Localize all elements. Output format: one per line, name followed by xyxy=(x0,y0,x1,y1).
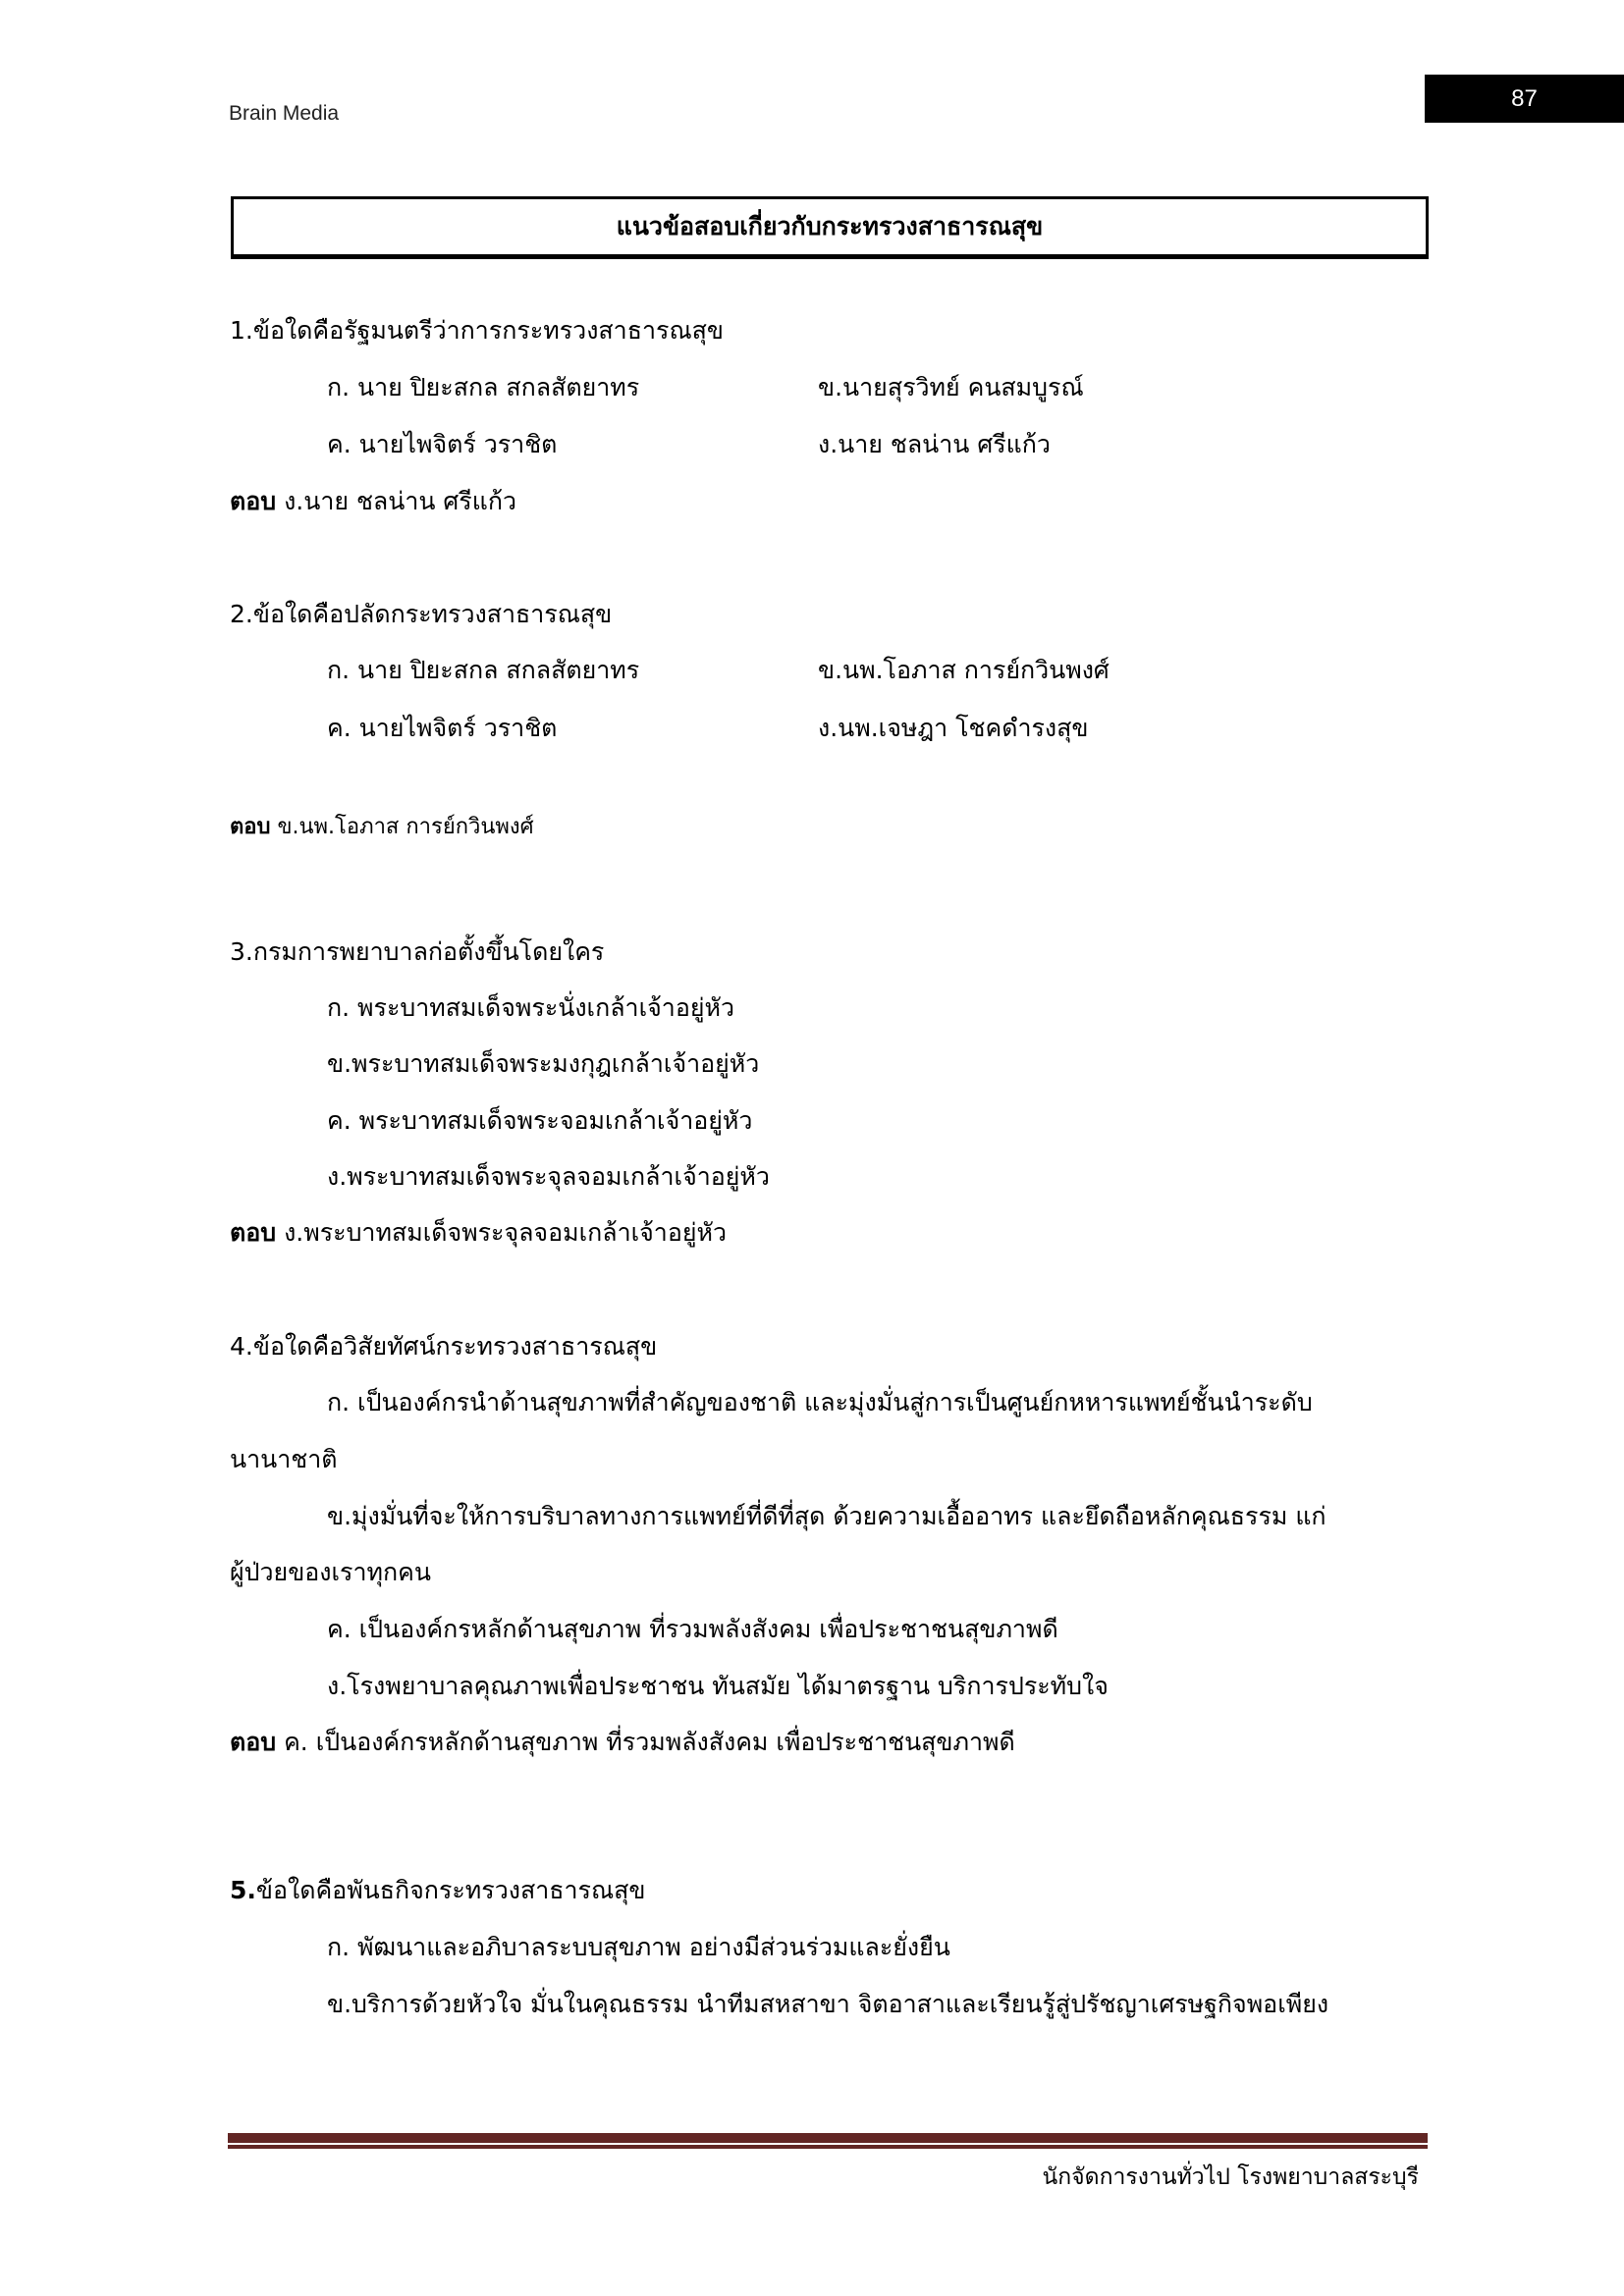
answer-text: ง.พระบาทสมเด็จพระจุลจอมเกล้าเจ้าอยู่หัว xyxy=(284,1218,728,1247)
question-text: 5.ข้อใดคือพันธกิจกระทรวงสาธารณสุข xyxy=(230,1876,646,1904)
question-text: 1.ข้อใดคือรัฐมนตรีว่าการกระทรวงสาธารณสุข xyxy=(230,316,724,345)
answer-text: ข.นพ.โอภาส การย์กวินพงศ์ xyxy=(277,815,534,839)
option-a: ก. พัฒนาและอภิบาลระบบสุขภาพ อย่างมีส่วนร่วมและยั่งยืน xyxy=(327,1933,950,1961)
footer-divider-thick xyxy=(228,2133,1428,2143)
answer-label: ตอบ xyxy=(230,1728,277,1756)
question-text: 2.ข้อใดคือปลัดกระทรวงสาธารณสุข xyxy=(230,600,613,628)
question-text: 4.ข้อใดคือวิสัยทัศน์กระทรวงสาธารณสุข xyxy=(230,1332,658,1361)
answer-line xyxy=(230,813,534,842)
option-c: ค. พระบาทสมเด็จพระจอมเกล้าเจ้าอยู่หัว xyxy=(327,1106,753,1135)
option-d: ง.พระบาทสมเด็จพระจุลจอมเกล้าเจ้าอยู่หัว xyxy=(327,1162,770,1191)
page-number: 87 xyxy=(1511,84,1538,112)
option-a: ก. นาย ปิยะสกล สกลสัตยาทร xyxy=(327,656,640,684)
option-b: ข.พระบาทสมเด็จพระมงกุฎเกล้าเจ้าอยู่หัว xyxy=(327,1049,760,1078)
option-c: ค. นายไพจิตร์ วราชิต xyxy=(327,714,558,742)
header-brand: Brain Media xyxy=(229,102,340,125)
answer-text: ค. เป็นองค์กรหลักด้านสุขภาพ ที่รวมพลังสังคม เพื่อประชาชนสุขภาพดี xyxy=(284,1728,1015,1756)
footer-divider-thin xyxy=(228,2145,1428,2149)
answer-line xyxy=(230,1218,727,1248)
option-d: ง.โรงพยาบาลคุณภาพเพื่อประชาชน ทันสมัย ได้มาตรฐาน บริการประทับใจ xyxy=(327,1672,1109,1700)
option-a: ก. เป็นองค์กรนำด้านสุขภาพที่สำคัญของชาติ และมุ่งมั่นสู่การเป็นศูนย์กหหารแพทย์ชั้นนำระดับ xyxy=(327,1388,1313,1416)
option-c: ค. นายไพจิตร์ วราชิต xyxy=(327,430,558,458)
footer-text: นักจัดการงานทั่วไป โรงพยาบาลสระบุรี xyxy=(1042,2164,1419,2190)
option-b: ข.นายสุรวิทย์ คนสมบูรณ์ xyxy=(818,373,1084,401)
answer-text: ง.นาย ชลน่าน ศรีแก้ว xyxy=(284,487,516,515)
section-title-box xyxy=(231,196,1429,259)
option-b: ข.มุ่งมั่นที่จะให้การบริบาลทางการแพทย์ที่ดีที่สุด ด้วยความเอื้ออาทร และยึดถือหลักคุณธรรม แก่ xyxy=(327,1502,1326,1530)
option-b: ข.บริการด้วยหัวใจ มั่นในคุณธรรม นำทีมสหสาขา จิตอาสาและเรียนรู้สู่ปรัชญาเศรษฐกิจพอเพียง xyxy=(327,1990,1329,2018)
question-text: 3.กรมการพยาบาลก่อตั้งขึ้นโดยใคร xyxy=(230,937,605,966)
option-c: ค. เป็นองค์กรหลักด้านสุขภาพ ที่รวมพลังสังคม เพื่อประชาชนสุขภาพดี xyxy=(327,1615,1058,1643)
answer-line xyxy=(230,487,516,516)
option-a: ก. พระบาทสมเด็จพระนั่งเกล้าเจ้าอยู่หัว xyxy=(327,993,735,1022)
section-title: แนวข้อสอบเกี่ยวกับกระทรวงสาธารณสุข xyxy=(616,212,1044,240)
option-a-continued: นานาชาติ xyxy=(230,1445,338,1473)
answer-label: ตอบ xyxy=(230,487,277,515)
answer-label: ตอบ xyxy=(230,1218,277,1247)
option-b: ข.นพ.โอภาส การย์กวินพงศ์ xyxy=(818,656,1110,684)
page-number-badge xyxy=(1425,75,1624,123)
option-b-continued: ผู้ป่วยของเราทุกคน xyxy=(230,1558,431,1586)
answer-label: ตอบ xyxy=(230,815,271,839)
answer-line xyxy=(230,1728,1015,1757)
option-d: ง.นาย ชลน่าน ศรีแก้ว xyxy=(818,430,1051,458)
option-d: ง.นพ.เจษฎา โชคดำรงสุข xyxy=(818,714,1089,742)
option-a: ก. นาย ปิยะสกล สกลสัตยาทร xyxy=(327,373,640,401)
